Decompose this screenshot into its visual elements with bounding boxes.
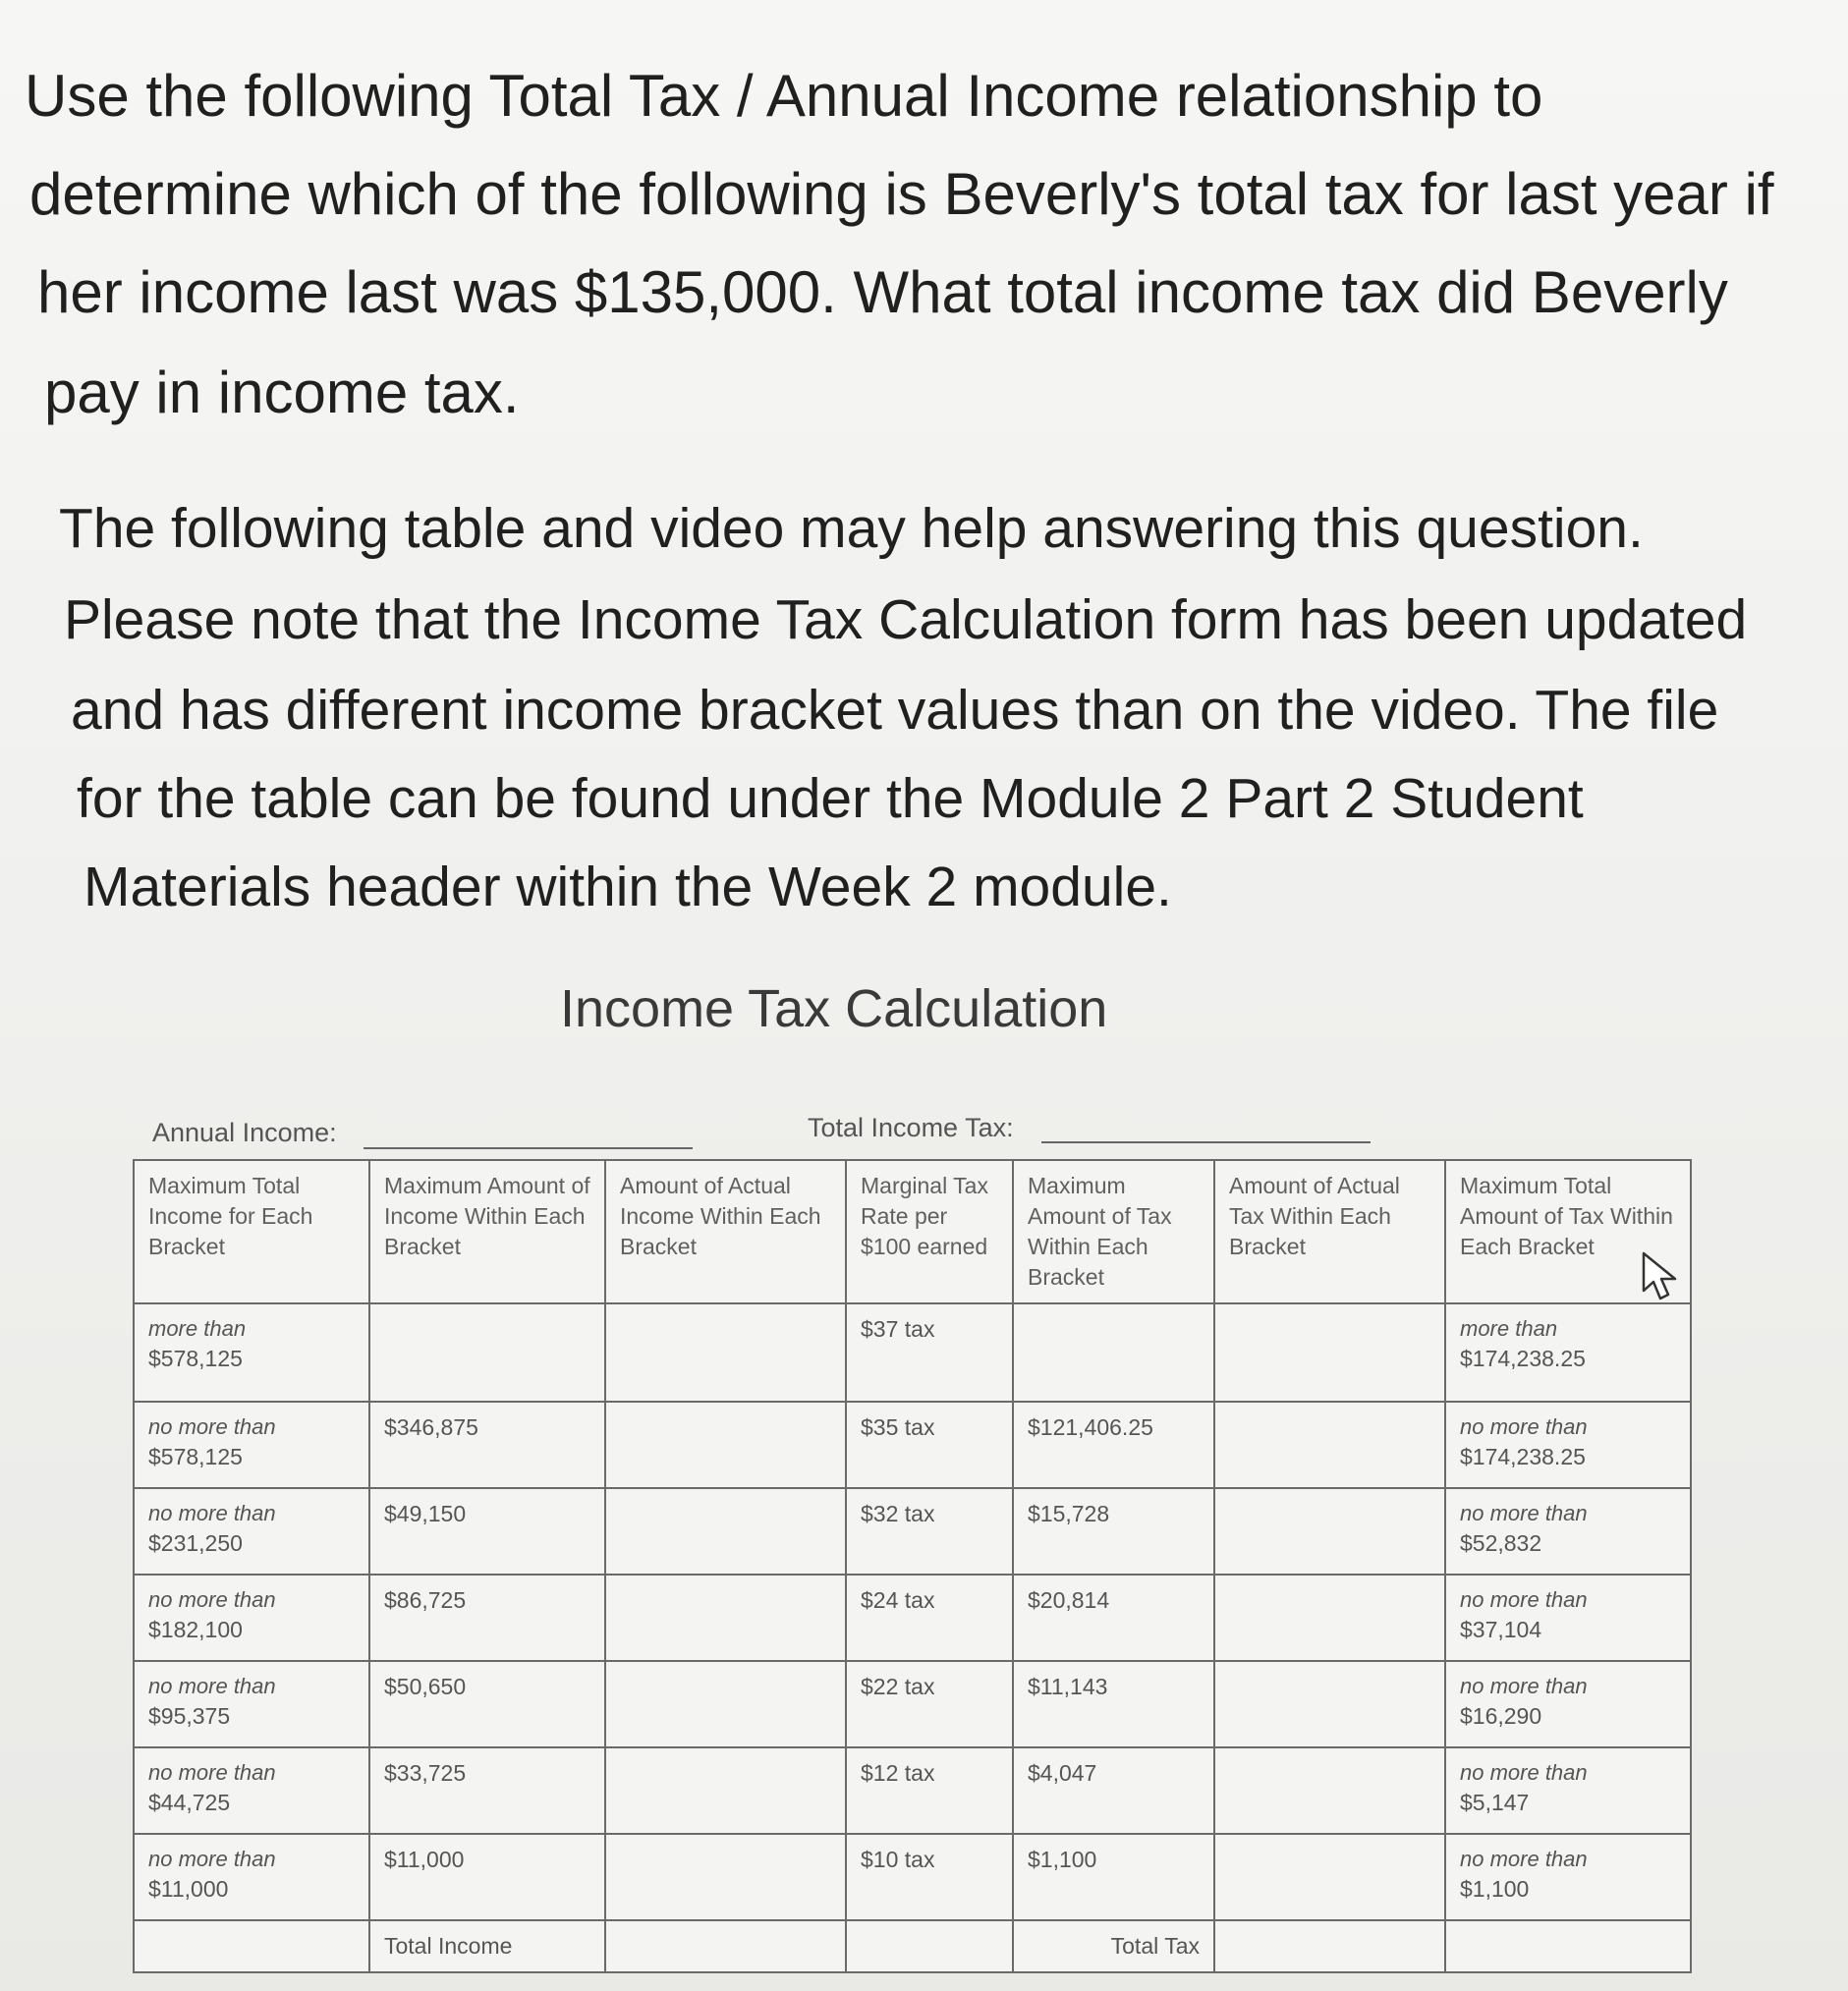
actual-income-cell[interactable]: [605, 1747, 846, 1834]
bracket-limit: no more than: [148, 1674, 276, 1699]
bracket-cell: [134, 1488, 369, 1575]
header-actual-tax-within-bracket: Amount of Actual Tax Within Each Bracket: [1214, 1160, 1445, 1303]
bracket-cell: [134, 1402, 369, 1488]
rate-cell: $37 tax: [846, 1303, 1013, 1402]
bracket-cell: [134, 1834, 369, 1920]
actual-tax-cell[interactable]: [1214, 1402, 1445, 1488]
total-tax-cell: [1445, 1303, 1691, 1402]
max-tax-cell: $4,047: [1013, 1747, 1214, 1834]
actual-income-cell[interactable]: [605, 1488, 846, 1575]
total-tax-cell: [1445, 1834, 1691, 1920]
total-value: $1,100: [1460, 1875, 1530, 1902]
rate-cell: $12 tax: [846, 1747, 1013, 1834]
bracket-limit: more than: [148, 1316, 247, 1342]
total-limit: no more than: [1460, 1674, 1588, 1699]
note-line-4: for the table can be found under the Module 2 Part 2 Student: [77, 767, 1584, 830]
question-line-3: her income last was $135,000. What total income tax did Beverly: [37, 259, 1728, 325]
max-tax-cell: $1,100: [1013, 1834, 1214, 1920]
bracket-value: $231,250: [148, 1529, 243, 1556]
bracket-cell: [134, 1575, 369, 1661]
rate-cell: $35 tax: [846, 1402, 1013, 1488]
annual-income-blank[interactable]: [364, 1147, 693, 1149]
max-tax-cell: [1013, 1303, 1214, 1402]
actual-tax-cell[interactable]: [1214, 1575, 1445, 1661]
bracket-cell: [134, 1661, 369, 1747]
form-title: Income Tax Calculation: [560, 979, 1108, 1038]
table-row: [134, 1747, 1691, 1834]
rate-cell: $22 tax: [846, 1661, 1013, 1747]
bracket-limit: no more than: [148, 1501, 276, 1526]
question-line-4: pay in income tax.: [44, 359, 520, 425]
annual-income-label: Annual Income:: [152, 1118, 337, 1147]
total-limit: no more than: [1460, 1414, 1588, 1440]
table-header-row: [134, 1160, 1691, 1303]
max-income-cell: $86,725: [369, 1575, 605, 1661]
note-line-1: The following table and video may help answering this question.: [59, 497, 1644, 560]
bracket-value: $95,375: [148, 1702, 231, 1729]
bracket-limit: no more than: [148, 1847, 276, 1872]
totals-spacer: [846, 1920, 1013, 1972]
max-tax-cell: $11,143: [1013, 1661, 1214, 1747]
total-value: $174,238.25: [1460, 1443, 1586, 1469]
total-tax-cell: [1445, 1402, 1691, 1488]
max-income-cell: $33,725: [369, 1747, 605, 1834]
table-row: [134, 1661, 1691, 1747]
total-tax-cell: [1445, 1747, 1691, 1834]
actual-tax-cell[interactable]: [1214, 1488, 1445, 1575]
total-value: $52,832: [1460, 1529, 1542, 1556]
total-value: $37,104: [1460, 1616, 1542, 1642]
income-tax-table: [133, 1159, 1692, 1973]
bracket-limit: no more than: [148, 1587, 276, 1613]
total-income-tax-blank[interactable]: [1041, 1141, 1371, 1143]
max-income-cell: $11,000: [369, 1834, 605, 1920]
rate-cell: $24 tax: [846, 1575, 1013, 1661]
max-tax-cell: $20,814: [1013, 1575, 1214, 1661]
max-tax-cell: $15,728: [1013, 1488, 1214, 1575]
actual-income-cell[interactable]: [605, 1661, 846, 1747]
total-tax-cell: [1445, 1661, 1691, 1747]
rate-cell: $10 tax: [846, 1834, 1013, 1920]
bracket-value: $44,725: [148, 1789, 231, 1815]
max-income-cell: $49,150: [369, 1488, 605, 1575]
total-value: $5,147: [1460, 1789, 1530, 1815]
total-tax-cell: [1445, 1575, 1691, 1661]
max-income-cell: [369, 1303, 605, 1402]
income-tax-table-wrap: [133, 1159, 1690, 1960]
table-row: [134, 1402, 1691, 1488]
bracket-value: $11,000: [148, 1875, 229, 1902]
actual-tax-cell[interactable]: [1214, 1834, 1445, 1920]
bracket-cell: [134, 1747, 369, 1834]
actual-income-cell[interactable]: [605, 1834, 846, 1920]
actual-income-cell[interactable]: [605, 1575, 846, 1661]
totals-spacer: [134, 1920, 369, 1972]
total-income-tax-label: Total Income Tax:: [808, 1113, 1014, 1142]
header-marginal-tax-rate: Marginal Tax Rate per $100 earned: [846, 1160, 1013, 1303]
bracket-limit: no more than: [148, 1760, 276, 1786]
question-line-1: Use the following Total Tax / Annual Income relationship to: [25, 63, 1543, 129]
total-limit: no more than: [1460, 1587, 1588, 1613]
bracket-value: $578,125: [148, 1345, 243, 1371]
actual-tax-cell[interactable]: [1214, 1661, 1445, 1747]
total-income-label: Total Income: [369, 1920, 605, 1972]
bracket-value: $182,100: [148, 1616, 243, 1642]
question-line-2: determine which of the following is Beverly's total tax for last year if: [29, 161, 1774, 227]
total-tax-label: Total Tax: [1013, 1920, 1214, 1972]
header-max-total-income: Maximum Total Income for Each Bracket: [134, 1160, 369, 1303]
max-income-cell: $346,875: [369, 1402, 605, 1488]
note-line-3: and has different income bracket values than on the video. The file: [71, 679, 1719, 742]
bracket-value: $578,125: [148, 1443, 243, 1469]
totals-spacer: [1445, 1920, 1691, 1972]
header-actual-income-within-bracket: Amount of Actual Income Within Each Bracket: [605, 1160, 846, 1303]
table-row: [134, 1834, 1691, 1920]
total-limit: no more than: [1460, 1501, 1588, 1526]
header-max-total-tax: Maximum Total Amount of Tax Within Each Bracket: [1445, 1160, 1691, 1303]
table-row: [134, 1575, 1691, 1661]
max-tax-cell: $121,406.25: [1013, 1402, 1214, 1488]
pointer-cursor-icon: [1636, 1247, 1695, 1306]
note-line-2: Please note that the Income Tax Calculation form has been updated: [64, 588, 1748, 651]
actual-tax-cell[interactable]: [1214, 1303, 1445, 1402]
bracket-limit: no more than: [148, 1414, 276, 1440]
table-row: [134, 1488, 1691, 1575]
total-limit: no more than: [1460, 1760, 1588, 1786]
note-line-5: Materials header within the Week 2 module.: [84, 856, 1172, 918]
actual-income-cell[interactable]: [605, 1402, 846, 1488]
bracket-cell: [134, 1303, 369, 1402]
total-income-cell[interactable]: [605, 1920, 846, 1972]
total-limit: more than: [1460, 1316, 1558, 1342]
total-value: $16,290: [1460, 1702, 1542, 1729]
max-income-cell: $50,650: [369, 1661, 605, 1747]
actual-tax-cell[interactable]: [1214, 1747, 1445, 1834]
actual-income-cell[interactable]: [605, 1303, 846, 1402]
total-limit: no more than: [1460, 1847, 1588, 1872]
total-value: $174,238.25: [1460, 1345, 1586, 1371]
header-max-tax-within-bracket: Maximum Amount of Tax Within Each Bracket: [1013, 1160, 1214, 1303]
total-tax-value-cell[interactable]: [1214, 1920, 1445, 1972]
rate-cell: $32 tax: [846, 1488, 1013, 1575]
totals-row: [134, 1920, 1691, 1972]
total-tax-cell: [1445, 1488, 1691, 1575]
header-max-income-within-bracket: Maximum Amount of Income Within Each Bracket: [369, 1160, 605, 1303]
table-row: [134, 1303, 1691, 1402]
